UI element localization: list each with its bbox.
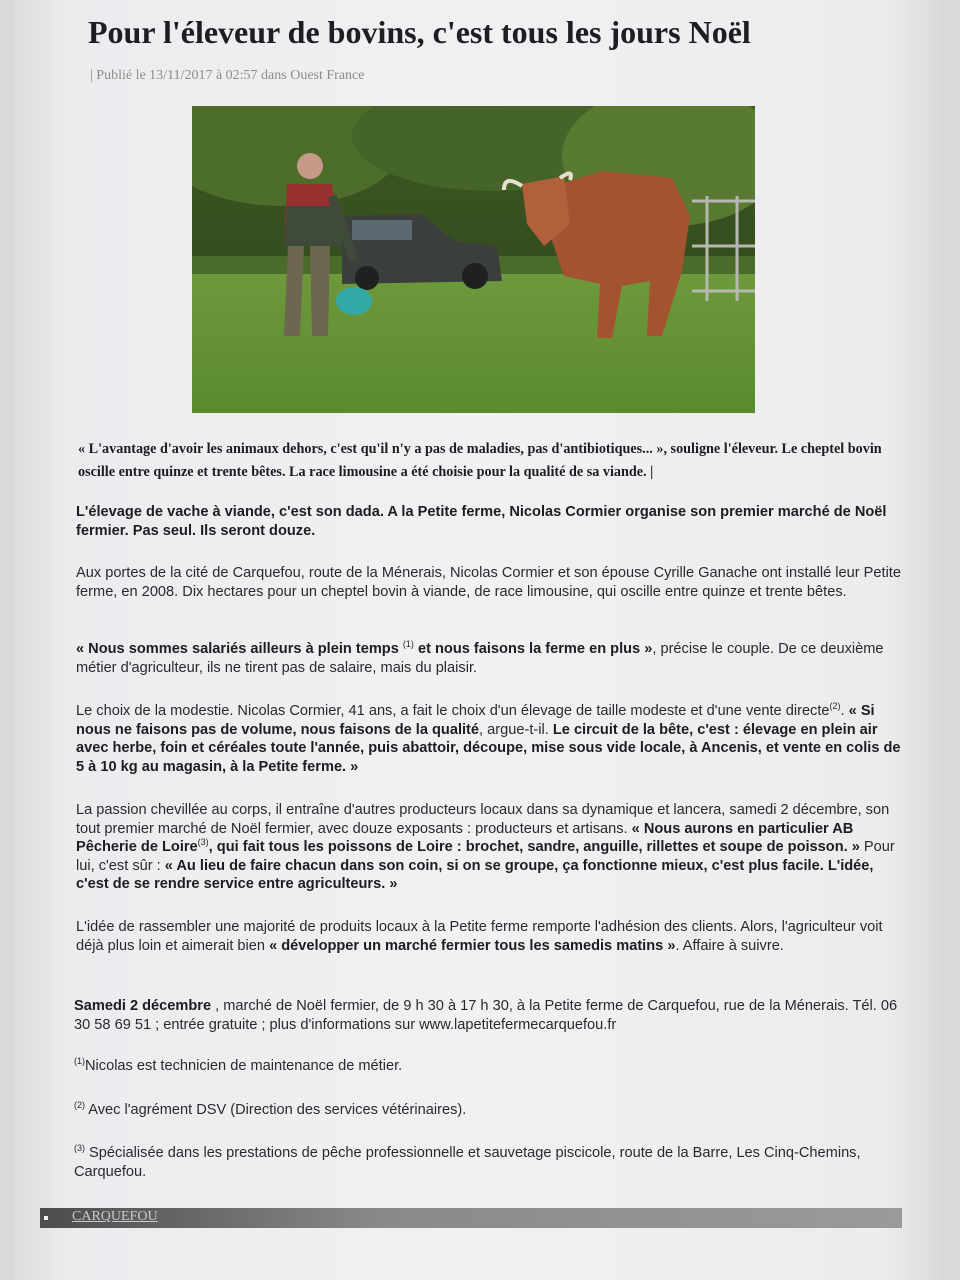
text: L'idée de rassembler une majorité de produits locaux à la Petite ferme remporte l'adhésion des clients. Alors, l'agriculteur voit déjà plus loin et aimerait bien [76,919,883,954]
paragraph-3 [76,702,902,776]
footnote-2 [74,1101,904,1120]
quote-end: et nous faisons la ferme en plus » [413,641,653,657]
footnote-ref-1: (1) [402,639,414,650]
quote: Le circuit de la bête, c'est : élevage en plein air avec herbe, foin et céréales toute l'année, puis abattoir, découpe, mise sous vide locale, à Ancenis, et vente en colis de 5 à 10 kg au magasin, à la Petite ferme. » [76,721,901,775]
footnote-mark: (1) [74,1056,85,1067]
footnote-text: Spécialisée dans les prestations de pêche professionnelle et sauvetage piscicole, route de la Barre, Les Cinq-Chemins, Carquefou. [74,1145,861,1180]
farmer-and-cow-illustration [192,106,755,413]
quote: « Nous aurons en particulier AB Pêcherie de Loire [76,820,854,855]
footnote-mark: (3) [74,1143,85,1154]
event-info [74,997,900,1034]
event-details: , marché de Noël fermier, de 9 h 30 à 17 h 30, à la Petite ferme de Carquefou, rue de la Ménerais. Tél. 06 30 58 69 51 ; entrée gratuite ; plus d'informations sur www.lapetitefermecarquefou.fr [74,998,898,1033]
text: Pour lui, c'est sûr : [76,839,895,874]
text: . Affaire à suivre. [675,937,784,954]
footer-link-carquefou[interactable]: CARQUEFOU [72,1209,158,1224]
footnote-mark: (2) [74,1100,85,1111]
footnote-ref-2: (2) [829,701,841,712]
bullet-icon [44,1216,48,1220]
text: Le choix de la modestie. Nicolas Cormier, 41 ans, a fait le choix d'un élevage de taille modeste et d'une vente directe [76,703,830,719]
article-photo [192,106,755,413]
quote: « Si nous ne faisons pas de volume, nous faisons de la qualité [76,703,875,738]
article-byline: | Publié le 13/11/2017 à 02:57 dans Ouest France [90,68,365,83]
photo-caption: « L'avantage d'avoir les animaux dehors, c'est qu'il n'y a pas de maladies, pas d'antibiotiques... », souligne l'éleveur. Le cheptel bovin oscille entre quinze et trente bêtes. La race limousine a été choisie pour la qualité de sa viande. | [78,441,882,480]
footer-bar [40,1208,902,1228]
footnote-ref-3: (3) [197,837,209,848]
footnote-text: Avec l'agrément DSV (Direction des services vétérinaires). [85,1102,467,1118]
article-title: Pour l'éleveur de bovins, c'est tous les jours Noël [88,14,751,50]
text: , précise le couple. De ce deuxième métier d'agriculteur, ils ne tirent pas de salaire, mais du plaisir. [76,641,884,676]
quote: « Au lieu de faire chacun dans son coin, si on se groupe, ça fonctionne mieux, c'est plus facile. L'idée, c'est de se rendre service entre agriculteurs. » [76,857,874,892]
paragraph-1: Aux portes de la cité de Carquefou, route de la Ménerais, Nicolas Cormier et son épouse Cyrille Ganache ont installé leur Petite ferme, en 2008. Dix hectares pour un cheptel bovin à viande, de race limousine, qui oscille entre quinze et trente bêtes. [76,565,901,600]
footnote-text: Nicolas est technicien de maintenance de métier. [85,1058,403,1074]
footnote-3 [74,1144,904,1181]
event-date: Samedi 2 décembre [74,998,212,1014]
paragraph-4 [76,801,902,894]
quote-end: , qui fait tous les poissons de Loire : brochet, sandre, anguille, rillettes et soupe de poisson. » [208,839,860,855]
footnote-1 [74,1057,904,1076]
text: La passion chevillée au corps, il entraîne d'autres producteurs locaux dans sa dynamique et lancera, samedi 2 décembre, son tout premier marché de Noël fermier, avec douze exposants : producteurs et artisans. [76,802,890,837]
quote: « développer un marché fermier tous les samedis matins » [269,937,676,954]
paragraph-2 [76,640,902,677]
quote: « Nous sommes salariés ailleurs à plein temps [76,641,399,657]
text: . [840,703,845,719]
paragraph-5 [76,918,902,955]
article-lead: L'élevage de vache à viande, c'est son dada. A la Petite ferme, Nicolas Cormier organise son premier marché de Noël fermier. Pas seul. Ils seront douze. [76,504,887,539]
text: , argue-t-il. [479,721,553,738]
